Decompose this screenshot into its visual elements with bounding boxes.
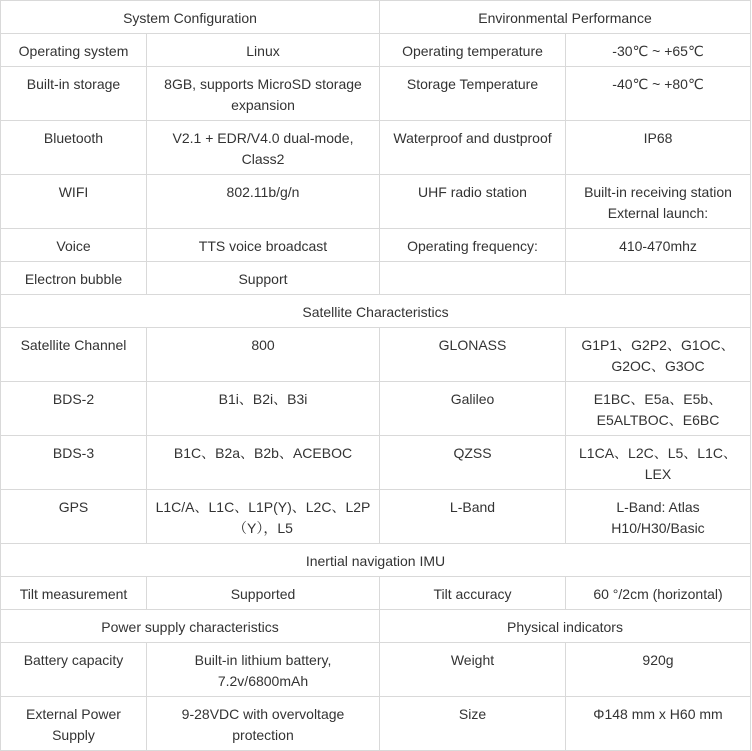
spec-value: IP68 (566, 121, 751, 175)
table-row (1, 382, 751, 436)
spec-label: Galileo (380, 382, 566, 436)
spec-label: Bluetooth (1, 121, 147, 175)
spec-value: Supported (147, 577, 380, 610)
spec-label: External Power Supply (1, 697, 147, 751)
table-row (1, 175, 751, 229)
table-row (1, 328, 751, 382)
table-row (1, 577, 751, 610)
table-row (1, 697, 751, 751)
spec-label: QZSS (380, 436, 566, 490)
table-row (1, 436, 751, 490)
spec-label: Operating temperature (380, 34, 566, 67)
spec-value: 920g (566, 643, 751, 697)
spec-value: Built-in receiving station External launch: (566, 175, 751, 229)
spec-value: L1CA、L2C、L5、L1C、LEX (566, 436, 751, 490)
table-row (1, 229, 751, 262)
section-header-physical-indicators: Physical indicators (380, 610, 751, 643)
spec-label: WIFI (1, 175, 147, 229)
spec-value: 800 (147, 328, 380, 382)
spec-label: Tilt accuracy (380, 577, 566, 610)
spec-value: Built-in lithium battery, 7.2v/6800mAh (147, 643, 380, 697)
spec-label: Waterproof and dustproof (380, 121, 566, 175)
spec-value: -40℃ ~ +80℃ (566, 67, 751, 121)
spec-label: Tilt measurement (1, 577, 147, 610)
spec-value: Linux (147, 34, 380, 67)
spec-label: Satellite Channel (1, 328, 147, 382)
section-header-inertial-navigation-imu: Inertial navigation IMU (1, 544, 751, 577)
spec-label: GLONASS (380, 328, 566, 382)
section-header-system-configuration: System Configuration (1, 1, 380, 34)
table-row (1, 490, 751, 544)
spec-value: TTS voice broadcast (147, 229, 380, 262)
spec-value: Support (147, 262, 380, 295)
table-row (1, 295, 751, 328)
spec-value: E1BC、E5a、E5b、E5ALTBOC、E6BC (566, 382, 751, 436)
spec-value: L-Band: Atlas H10/H30/Basic (566, 490, 751, 544)
spec-label: GPS (1, 490, 147, 544)
spec-value: B1C、B2a、B2b、ACEBOC (147, 436, 380, 490)
spec-value: -30℃ ~ +65℃ (566, 34, 751, 67)
spec-value: 8GB, supports MicroSD storage expansion (147, 67, 380, 121)
spec-label: UHF radio station (380, 175, 566, 229)
table-row (1, 1, 751, 34)
spec-label: Voice (1, 229, 147, 262)
spec-label: L-Band (380, 490, 566, 544)
spec-value: 9-28VDC with overvoltage protection (147, 697, 380, 751)
table-row (1, 34, 751, 67)
spec-value: B1i、B2i、B3i (147, 382, 380, 436)
section-header-power-supply-characteristics: Power supply characteristics (1, 610, 380, 643)
spec-label: BDS-3 (1, 436, 147, 490)
spec-value: V2.1 + EDR/V4.0 dual-mode, Class2 (147, 121, 380, 175)
table-row (1, 121, 751, 175)
spec-label: BDS-2 (1, 382, 147, 436)
spec-label: Battery capacity (1, 643, 147, 697)
spec-label: Built-in storage (1, 67, 147, 121)
table-row (1, 262, 751, 295)
table-row (1, 643, 751, 697)
spec-value (566, 262, 751, 295)
section-header-satellite-characteristics: Satellite Characteristics (1, 295, 751, 328)
spec-label: Size (380, 697, 566, 751)
spec-value: 802.11b/g/n (147, 175, 380, 229)
spec-label: Storage Temperature (380, 67, 566, 121)
spec-label: Operating frequency: (380, 229, 566, 262)
spec-label: Electron bubble (1, 262, 147, 295)
table-row (1, 610, 751, 643)
section-header-environmental-performance: Environmental Performance (380, 1, 751, 34)
spec-label: Weight (380, 643, 566, 697)
spec-value: G1P1、G2P2、G1OC、G2OC、G3OC (566, 328, 751, 382)
table-row (1, 67, 751, 121)
spec-value: L1C/A、L1C、L1P(Y)、L2C、L2P（Y），L5 (147, 490, 380, 544)
spec-label (380, 262, 566, 295)
table-row (1, 544, 751, 577)
spec-value: Φ148 mm x H60 mm (566, 697, 751, 751)
spec-value: 60 °/2cm (horizontal) (566, 577, 751, 610)
spec-value: 410-470mhz (566, 229, 751, 262)
spec-label: Operating system (1, 34, 147, 67)
